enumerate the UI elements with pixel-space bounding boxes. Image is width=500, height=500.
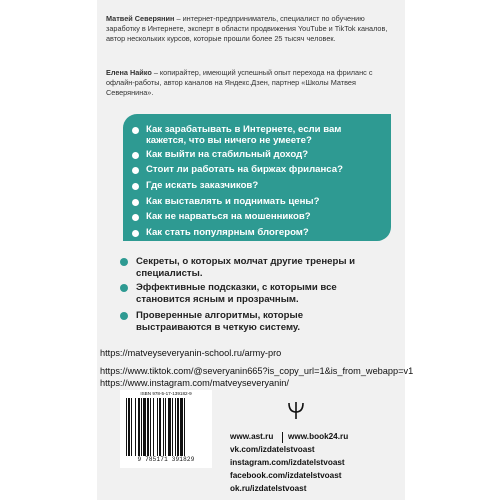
bullet-dot-icon [132,152,139,159]
barcode-stripe [175,398,176,456]
question-item: Как зарабатывать в Интернете, если вам кажется, что вы ничего не умеете? [132,124,382,147]
barcode-stripe [128,398,130,456]
barcode-stripe [165,398,166,456]
barcode-stripe [153,398,154,456]
point-item: Секреты, о которых молчат другие тренеры и специалисты. [120,256,380,279]
bullet-dot-icon [132,127,139,134]
bullet-dot-icon [132,230,139,237]
barcode-stripe [138,398,140,456]
url-school[interactable]: https://matveyseveryanin-school.ru/army-pro [100,348,282,358]
barcode-stripe [159,398,161,456]
bio-name: Матвей Северянин [106,14,175,23]
question-item: Как выставлять и поднимать цены? [132,196,382,207]
site-book24[interactable]: www.book24.ru [288,432,349,441]
site-vk[interactable]: vk.com/izdatelstvoast [230,445,315,454]
barcode-stripe [180,398,183,456]
site-ok[interactable]: ok.ru/izdatelstvoast [230,484,307,493]
barcode-stripe [168,398,171,456]
barcode-stripe [172,398,173,456]
bio-severyanin [106,14,398,43]
question-item: Как выйти на стабильный доход? [132,149,382,160]
barcode-stripe [157,398,158,456]
barcode-stripe [126,398,127,456]
bio-text: – копирайтер, имеющий успешный опыт перехода на фриланс с офлайн-работы, автор каналов на Яндекс.Дзен, партнер «Школы Матвея Северянина». [106,68,373,97]
barcode-stripe [143,398,146,456]
barcode-bars-icon [126,398,206,456]
bio-name: Елена Найко [106,68,152,77]
site-ast[interactable]: www.ast.ru [230,432,274,441]
question-item: Как стать популярным блогером? [132,227,382,238]
barcode-stripe [141,398,142,456]
bullet-dot-icon [132,199,139,206]
question-item: Где искать заказчиков? [132,180,382,191]
barcode-number: 9 785171 391829 [137,456,195,463]
bullet-dot-icon [120,258,128,266]
bullet-dot-icon [120,284,128,292]
barcode-stripe [184,398,185,456]
isbn-barcode [120,390,212,468]
bio-nayko [106,68,398,97]
barcode-stripe [163,398,164,456]
barcode-stripe [135,398,136,456]
question-item: Как не нарваться на мошенников? [132,211,382,222]
bullet-dot-icon [120,312,128,320]
bullet-dot-icon [132,183,139,190]
barcode-stripe [131,398,132,456]
barcode-stripe [177,398,179,456]
site-facebook[interactable]: facebook.com/izdatelstvoast [230,471,342,480]
barcode-stripe [150,398,151,456]
bullet-dot-icon [132,214,139,221]
bio-text: – интернет-предприниматель, специалист по обучению заработку в Интернете, эксперт в области продвижения YouTube и TikTok каналов, автор нескольких курсов, которые прошли более 25 тысяч человек. [106,14,388,43]
barcode-stripe [147,398,149,456]
url-tiktok[interactable]: https://www.tiktok.com/@severyanin665?is_copy_url=1&is_from_webapp=v1 [100,366,414,376]
bullet-dot-icon [132,167,139,174]
url-instagram[interactable]: https://www.instagram.com/matveyseveryanin/ [100,378,289,388]
divider [282,432,283,443]
point-item: Эффективные подсказки, с которыми все становится ясным и прозрачным. [120,282,380,305]
point-item: Проверенные алгоритмы, которые выстраиваются в четкую систему. [120,310,380,333]
publisher-logo-icon [286,400,306,420]
site-instagram[interactable]: instagram.com/izdatelstvoast [230,458,345,467]
isbn-label: ISBN 978-5-17-139182-9 [140,391,192,396]
question-item: Стоит ли работать на биржах фриланса? [132,164,382,175]
